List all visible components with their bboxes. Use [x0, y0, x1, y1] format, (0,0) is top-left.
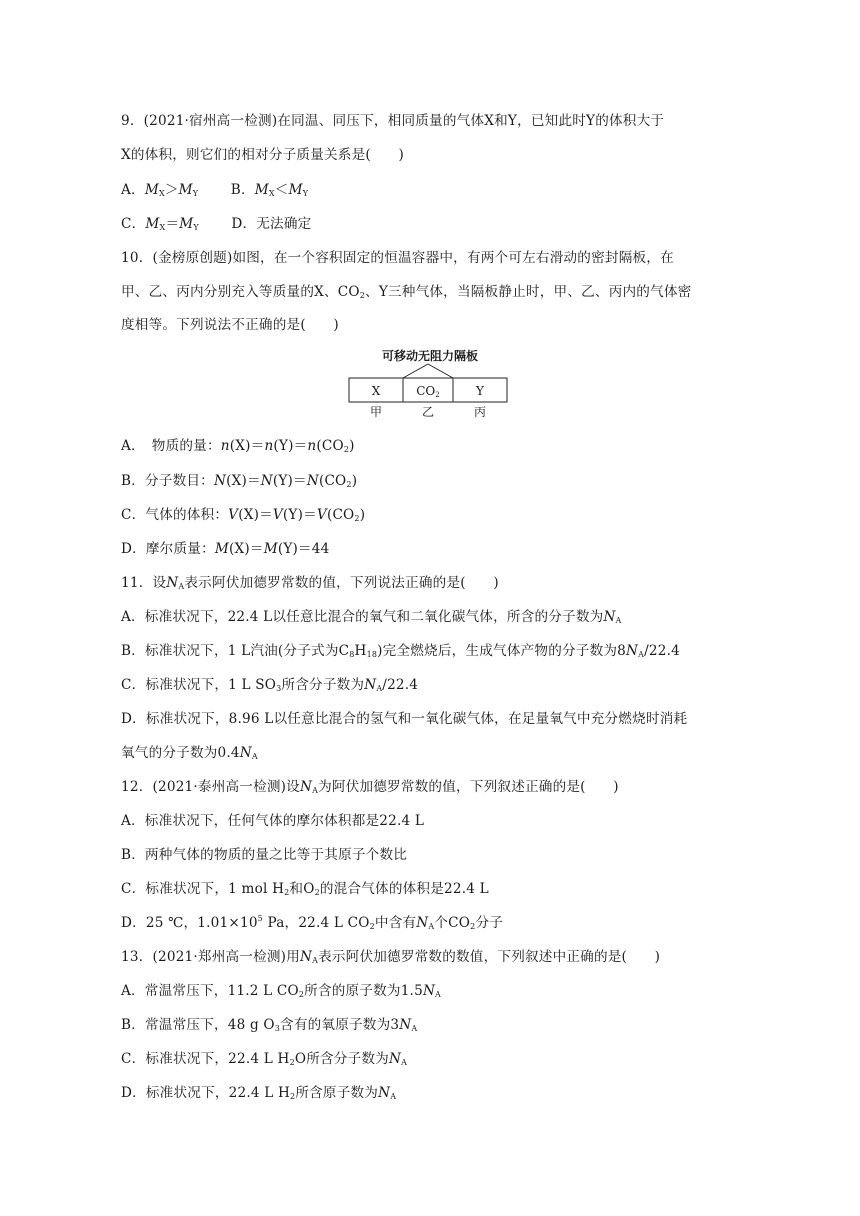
- q9-option-a: A．$M_X>M_Y$: [121, 182, 199, 198]
- room-label-jia: 甲: [369, 405, 382, 419]
- q10-stem-line2: 甲、乙、丙内分别充入等质量的X、$CO_2$、Y三种气体，当隔板静止时，甲、乙、丙内的气体密: [121, 284, 692, 300]
- q9-stem-line2: X的体积，则它们的相对分子质量关系是( ): [121, 147, 404, 163]
- cell-label-co2: $CO_2$: [416, 384, 440, 399]
- q11-option-b: B．标准状况下，1 L汽油(分子式为$C_8H_{18}$)完全燃烧后，生成气体产物的分子数为$8N_A/22.4$: [121, 643, 680, 659]
- q9-option-d: D．无法确定: [231, 216, 312, 232]
- q12-option-b: B．两种气体的物质的量之比等于其原子个数比: [121, 847, 408, 863]
- q11-option-d-line2: 氧气的分子数为$0.4N_A$: [121, 745, 258, 761]
- q10-option-c: C．气体的体积：$V(X)=V(Y)=V(CO_2)$: [121, 507, 366, 523]
- q12-option-a: A．标准状况下，任何气体的摩尔体积都是22.4 L: [121, 813, 425, 829]
- q9-options-ab: [121, 180, 308, 200]
- q9-stem-line1: 9．(2021·宿州高一检测)在同温、同压下，相同质量的气体X和Y，已知此时Y的体积大于: [121, 113, 665, 129]
- q11-option-a: A．标准状况下，22.4 L以任意比混合的氧气和二氧化碳气体，所含的分子数为$N_A$: [121, 609, 622, 625]
- room-label-bing: 丙: [473, 405, 486, 419]
- pointer-line-left: [403, 364, 428, 378]
- partition-diagram: [345, 348, 515, 428]
- q13-option-b: B．常温常压下，48 g $O_3$含有的氧原子数为$3N_A$: [121, 1017, 418, 1033]
- q11-option-d-line1: D．标准状况下，8.96 L以任意比混合的氢气和一氧化碳气体，在足量氧气中充分燃烧时消耗: [121, 711, 688, 727]
- diagram-title: 可移动无阻力隔板: [381, 349, 478, 363]
- q11-option-c: C．标准状况下，1 L $SO_3$所含分子数为$N_A/22.4$: [121, 677, 419, 693]
- room-label-yi: 乙: [421, 405, 434, 419]
- q9-option-c: C．$M_X=M_Y$: [121, 216, 199, 232]
- q13-option-a: A．常温常压下，11.2 L $CO_2$所含的原子数为$1.5N_A$: [121, 983, 442, 999]
- cell-label-y: Y: [476, 384, 484, 398]
- q12-option-d: D．25 ℃，$1.01\times 10^5$ Pa，22.4 L $CO_2$中含有$N_A$个$CO_2$分子: [121, 914, 504, 931]
- q10-option-d: D．摩尔质量：M(X)＝M(Y)＝44: [121, 541, 330, 557]
- q9-options-cd: [121, 214, 311, 234]
- q10-stem-line1: 10．(金榜原创题)如图，在一个容积固定的恒温容器中，有两个可左右滑动的密封隔板，在: [121, 250, 674, 266]
- q13-option-d: D．标准状况下，22.4 L $H_2$所含原子数为$N_A$: [121, 1085, 397, 1101]
- cell-label-x: X: [371, 384, 381, 398]
- q10-option-b: B．分子数目：$N(X)=N(Y)=N(CO_2)$: [121, 473, 358, 489]
- q12-option-c: C．标准状况下，1 mol $H_2$和$O_2$的混合气体的体积是22.4 L: [121, 881, 489, 897]
- q12-stem: 12．(2021·泰州高一检测)设$N_A$为阿伏加德罗常数的值，下列叙述正确的是( ): [121, 779, 619, 795]
- pointer-line-right: [428, 364, 453, 378]
- q9-option-b: B．$M_X<M_Y$: [230, 182, 309, 198]
- q13-stem: 13．(2021·郑州高一检测)用$N_A$表示阿伏加德罗常数的数值，下列叙述中正确的是( ): [121, 949, 661, 965]
- q10-stem-line3: 度相等。下列说法不正确的是( ): [121, 317, 339, 333]
- q13-option-c: C．标准状况下，22.4 L $H_2O$所含分子数为$N_A$: [121, 1051, 408, 1067]
- q10-option-a: A． 物质的量：$n(X)=n(Y)=n(CO_2)$: [121, 438, 355, 454]
- q11-stem: 11．设$N_A$表示阿伏加德罗常数的值，下列说法正确的是( ): [121, 575, 499, 591]
